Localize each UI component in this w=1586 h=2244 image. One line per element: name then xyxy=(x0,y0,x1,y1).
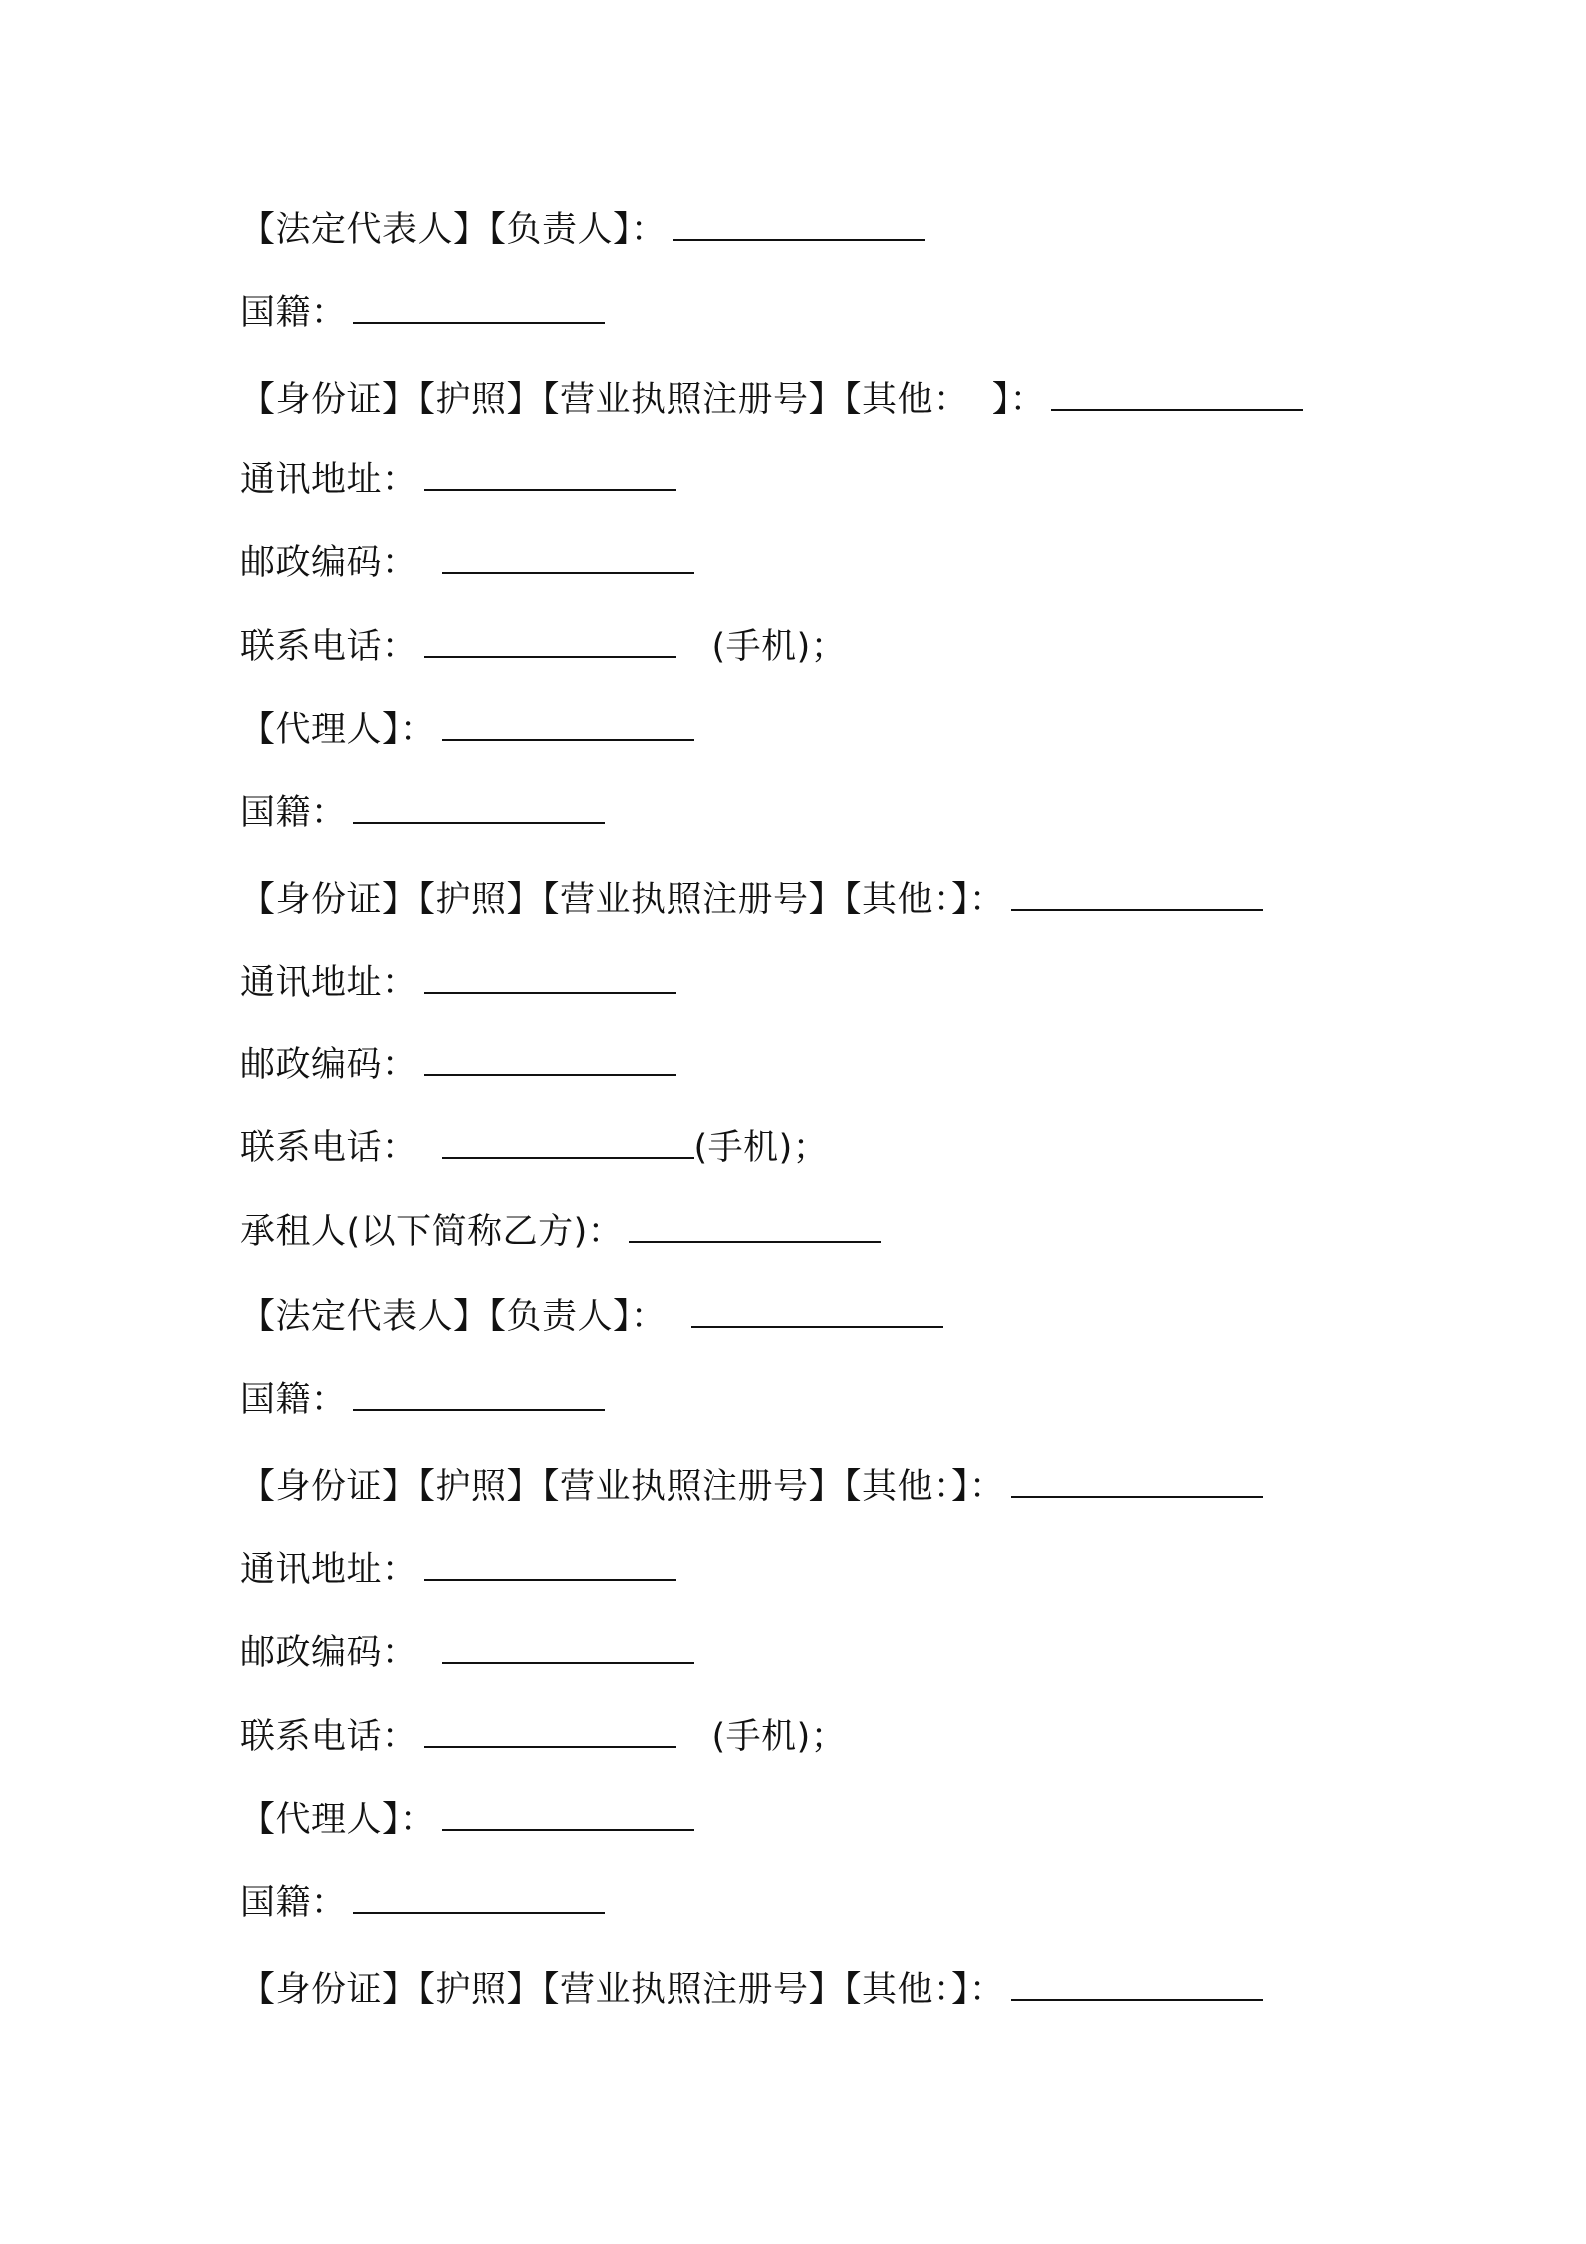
address-line xyxy=(240,455,676,503)
postcode-line xyxy=(240,538,694,586)
blank-field[interactable] xyxy=(353,288,605,324)
field-label: 邮政编码： xyxy=(240,1633,418,1673)
blank-field[interactable] xyxy=(353,788,605,824)
blank-field[interactable] xyxy=(442,1123,694,1159)
blank-field[interactable] xyxy=(353,1878,605,1914)
field-label: 通讯地址： xyxy=(240,460,418,500)
legal-rep-line xyxy=(240,205,925,253)
blank-field[interactable] xyxy=(442,1628,694,1664)
field-label: 联系电话： xyxy=(240,627,418,667)
blank-field[interactable] xyxy=(629,1207,881,1243)
phone-line xyxy=(240,1123,828,1171)
id-document-line xyxy=(240,375,1303,423)
field-label: 国籍： xyxy=(240,1380,347,1420)
nationality-line xyxy=(240,788,605,836)
blank-field[interactable] xyxy=(424,622,676,658)
field-label: 【代理人】： xyxy=(240,710,436,750)
field-label: 国籍： xyxy=(240,293,347,333)
address-line xyxy=(240,1545,676,1593)
field-label: 邮政编码： xyxy=(240,1045,418,1085)
blank-field[interactable] xyxy=(424,1040,676,1076)
nationality-line xyxy=(240,1878,605,1926)
field-label: 通讯地址： xyxy=(240,1550,418,1590)
postcode-line xyxy=(240,1628,694,1676)
blank-field[interactable] xyxy=(424,455,676,491)
field-label: 【身份证】【护照】【营业执照注册号】【其他：】： xyxy=(240,1467,1005,1507)
blank-field[interactable] xyxy=(424,1712,676,1748)
field-suffix: (手机)； xyxy=(693,1128,829,1168)
nationality-line xyxy=(240,1375,605,1423)
id-document-line xyxy=(240,1462,1263,1510)
blank-field[interactable] xyxy=(424,958,676,994)
blank-field[interactable] xyxy=(1011,875,1263,911)
field-label: 【法定代表人】【负责人】： xyxy=(240,210,667,250)
blank-field[interactable] xyxy=(1051,375,1303,411)
field-label: 联系电话： xyxy=(240,1717,418,1757)
id-document-line xyxy=(240,1965,1263,2013)
legal-rep-line xyxy=(240,1292,943,1340)
nationality-line xyxy=(240,288,605,336)
blank-field[interactable] xyxy=(1011,1965,1263,2001)
blank-field[interactable] xyxy=(673,205,925,241)
phone-line xyxy=(240,622,846,670)
blank-field[interactable] xyxy=(691,1292,943,1328)
field-label: 通讯地址： xyxy=(240,963,418,1003)
blank-field[interactable] xyxy=(353,1375,605,1411)
field-label: 国籍： xyxy=(240,1883,347,1923)
postcode-line xyxy=(240,1040,676,1088)
blank-field[interactable] xyxy=(1011,1462,1263,1498)
blank-field[interactable] xyxy=(442,1795,694,1831)
id-document-line xyxy=(240,875,1263,923)
agent-line xyxy=(240,705,694,753)
field-label: 【身份证】【护照】【营业执照注册号】【其他：】： xyxy=(240,880,1005,920)
blank-field[interactable] xyxy=(442,705,694,741)
field-label: 【身份证】【护照】【营业执照注册号】【其他： 】： xyxy=(240,380,1046,420)
phone-line xyxy=(240,1712,846,1760)
field-label: 邮政编码： xyxy=(240,543,418,583)
address-line xyxy=(240,958,676,1006)
blank-field[interactable] xyxy=(442,538,694,574)
field-label: 【身份证】【护照】【营业执照注册号】【其他：】： xyxy=(240,1970,1005,2010)
lessee-line xyxy=(240,1207,881,1255)
field-suffix: (手机)； xyxy=(711,1717,847,1757)
blank-field[interactable] xyxy=(424,1545,676,1581)
field-suffix: (手机)； xyxy=(711,627,847,667)
field-label: 国籍： xyxy=(240,793,347,833)
field-label: 【代理人】： xyxy=(240,1800,436,1840)
agent-line xyxy=(240,1795,694,1843)
field-label: 【法定代表人】【负责人】： xyxy=(240,1297,667,1337)
field-label: 承租人(以下简称乙方)： xyxy=(240,1212,624,1252)
field-label: 联系电话： xyxy=(240,1128,418,1168)
